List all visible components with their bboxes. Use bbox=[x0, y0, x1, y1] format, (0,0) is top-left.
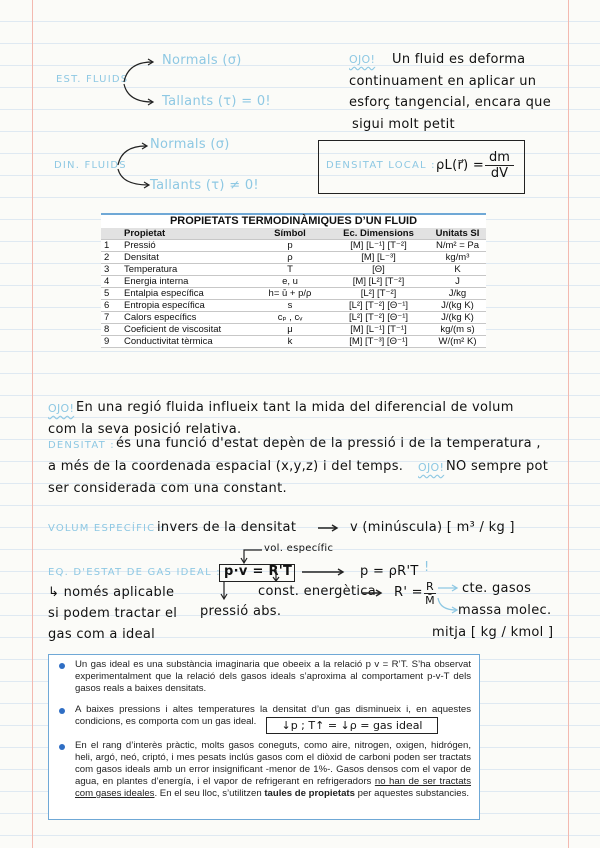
bullet-2 bbox=[59, 708, 65, 714]
din-tallants: Tallants (τ) ≠ 0! bbox=[150, 178, 259, 193]
gas-formula-arrow bbox=[302, 568, 346, 576]
col-header-simbol: Símbol bbox=[252, 228, 328, 240]
table-row bbox=[101, 240, 486, 252]
col-header-index bbox=[101, 228, 121, 240]
densitat-line-3: ser considerada com una constant. bbox=[48, 481, 287, 496]
table-title: PROPIETATS TERMODINÀMIQUES D’UN FLUID bbox=[101, 213, 486, 228]
volum-result: v (minúscula) [ m³ / kg ] bbox=[350, 520, 515, 535]
cell-dimensions: [M] [T⁻³] [Θ⁻¹] bbox=[328, 336, 429, 348]
table-row bbox=[101, 312, 486, 324]
gas-ideal-info-box bbox=[48, 654, 480, 820]
col-header-dimensions: Ec. Dimensions bbox=[328, 228, 429, 240]
cell-propietat: Densitat bbox=[121, 252, 252, 264]
cell-unitats: J/(kg K) bbox=[429, 312, 486, 324]
cell-simbol: e, u bbox=[252, 276, 328, 288]
table-row bbox=[101, 276, 486, 288]
gas-label: EQ. D'ESTAT DE GAS IDEAL : bbox=[48, 567, 221, 578]
table-row bbox=[101, 324, 486, 336]
ojo-line-2: continuament en aplicar un bbox=[349, 74, 537, 89]
table-row bbox=[101, 300, 486, 312]
cell-unitats: J/kg bbox=[429, 288, 486, 300]
cell-simbol: cₚ , cᵥ bbox=[252, 312, 328, 324]
cell-index: 5 bbox=[101, 288, 121, 300]
gas-as: gas com a ideal bbox=[48, 627, 156, 642]
table-row bbox=[101, 264, 486, 276]
frac-numerator: dm bbox=[485, 150, 514, 166]
p3-part-a: En el rang d’interès pràctic, molts gasos coneguts, como aire, nitrogen, oxigen, hidrógen, heli, argó, neó, criptó, i mes pesats inclús gasos com el diòxid de carboni poden ser tractats com gasos ideals amb un error insignificant -menor de 1%-. Gasos densos com el vapor de agua, en plantes d’energía, i el vapor de refrigerant en refrigeradors bbox=[75, 740, 471, 787]
densitat-label: DENSITAT : bbox=[48, 440, 115, 451]
est-branch-arrows bbox=[122, 58, 162, 108]
est-fluids-label: EST. FLUIDS bbox=[56, 74, 129, 85]
ojo-line-1: Un fluid es deforma bbox=[392, 52, 526, 67]
cell-unitats: kg/(m s) bbox=[429, 324, 486, 336]
cell-index: 6 bbox=[101, 300, 121, 312]
gas-rho-formula: p = ρR'T bbox=[360, 564, 419, 579]
table-row bbox=[101, 252, 486, 264]
bullet-1 bbox=[59, 663, 65, 669]
gas-pabs-arrow bbox=[220, 582, 230, 604]
cell-unitats: N/m² = Pa bbox=[429, 240, 486, 252]
col-header-unitats: Unitats SI bbox=[429, 228, 486, 240]
gas-R-lhs: R' = bbox=[394, 585, 423, 600]
gas-cte: cte. gasos bbox=[462, 581, 532, 596]
est-normals: Normals (σ) bbox=[162, 53, 242, 68]
p3-part-c: per aquestes substancies. bbox=[357, 788, 470, 799]
densitat-local-lhs: ρL(r⃗) = bbox=[436, 158, 485, 173]
gasbox-handwritten-box: ↓p ; T↑ = ↓ρ = gas ideal bbox=[266, 717, 438, 734]
p3-bold: taules de propietats bbox=[264, 788, 355, 799]
cell-propietat: Conductivitat tèrmica bbox=[121, 336, 252, 348]
gas-excl: ! bbox=[424, 560, 430, 575]
ojo2-line-2: com la seva posició relativa. bbox=[48, 422, 242, 437]
bullet-3 bbox=[59, 744, 65, 750]
cell-index: 1 bbox=[101, 240, 121, 252]
cell-unitats: K bbox=[429, 264, 486, 276]
gas-mitja: mitja [ kg / kmol ] bbox=[432, 625, 554, 640]
densitat-local-label: DENSITAT LOCAL : bbox=[326, 160, 436, 171]
cell-propietat: Temperatura bbox=[121, 264, 252, 276]
gas-formula: p·v = R'T bbox=[224, 564, 293, 579]
properties-table bbox=[101, 213, 486, 348]
cell-simbol: p bbox=[252, 240, 328, 252]
cell-propietat: Coeficient de viscositat bbox=[121, 324, 252, 336]
cell-dimensions: [L²] [T⁻²] bbox=[328, 288, 429, 300]
cell-simbol: μ bbox=[252, 324, 328, 336]
ojo-line-4: sigui molt petit bbox=[352, 117, 455, 132]
cell-dimensions: [M] [L²] [T⁻²] bbox=[328, 276, 429, 288]
gas-R-num: R bbox=[424, 580, 436, 594]
cell-index: 2 bbox=[101, 252, 121, 264]
cell-dimensions: [M] [L⁻¹] [T⁻²] bbox=[328, 240, 429, 252]
cell-propietat: Calors específics bbox=[121, 312, 252, 324]
din-normals: Normals (σ) bbox=[150, 137, 230, 152]
cell-simbol: s bbox=[252, 300, 328, 312]
volum-text: invers de la densitat bbox=[157, 520, 297, 535]
gasbox-paragraph-2: A baixes pressions i altes temperatures la densitat d’un gas disminueix i, en aquestes condicions, es comporta com un gas ideal. bbox=[75, 704, 471, 727]
gas-const-arrow-right bbox=[362, 589, 384, 597]
cell-simbol: T bbox=[252, 264, 328, 276]
table-row bbox=[101, 336, 486, 348]
frac-denominator: dV bbox=[490, 166, 509, 181]
p3-underlined: no han de ser tractats com gases ideales bbox=[75, 776, 472, 799]
cell-index: 3 bbox=[101, 264, 121, 276]
gas-massa: massa molec. bbox=[458, 603, 552, 618]
ojo-label: OJO! bbox=[349, 53, 376, 66]
din-fluids-label: DIN. FLUIDS bbox=[54, 160, 127, 171]
gasbox-paragraph-3 bbox=[75, 740, 471, 800]
volum-label: VOLUM ESPECÍFIC : bbox=[48, 523, 165, 534]
gas-vol-note: vol. específic bbox=[264, 543, 334, 554]
cell-propietat: Pressió bbox=[121, 240, 252, 252]
gas-const: const. energètica bbox=[258, 584, 376, 599]
gas-R-arrows bbox=[436, 584, 460, 614]
cell-dimensions: [M] [L⁻¹] [T⁻¹] bbox=[328, 324, 429, 336]
cell-simbol: ρ bbox=[252, 252, 328, 264]
volum-arrow bbox=[318, 524, 340, 532]
densitat-line-2: a més de la coordenada espacial (x,y,z) i del temps. bbox=[48, 459, 404, 474]
gas-R-den: M̄ bbox=[425, 594, 435, 607]
cell-simbol: k bbox=[252, 336, 328, 348]
densitat-local-fraction bbox=[485, 150, 514, 181]
cell-dimensions: [Θ] bbox=[328, 264, 429, 276]
table-header-row bbox=[101, 228, 486, 240]
gas-only: ↳ només aplicable bbox=[48, 585, 175, 600]
cell-index: 9 bbox=[101, 336, 121, 348]
table-row bbox=[101, 288, 486, 300]
cell-propietat: Entalpia específica bbox=[121, 288, 252, 300]
gasbox-paragraph-1: Un gas ideal es una substància imaginaria que obeeix a la relació p v = R’T. S’ha observat experimentalment que la relació dels gasos ideals s’aproxima al comportament p-v-T dels gasos reals a baixes densitats. bbox=[75, 659, 471, 694]
est-tallants: Tallants (τ) = 0! bbox=[162, 94, 271, 109]
cell-index: 4 bbox=[101, 276, 121, 288]
cell-propietat: Energia interna bbox=[121, 276, 252, 288]
cell-index: 7 bbox=[101, 312, 121, 324]
cell-simbol: h= ū + p/ρ bbox=[252, 288, 328, 300]
p3-part-b: . En el seu lloc, s’utilitzen bbox=[154, 788, 262, 799]
gas-if: si podem tractar el bbox=[48, 606, 178, 621]
margin-line-left bbox=[32, 0, 33, 848]
cell-index: 8 bbox=[101, 324, 121, 336]
densitat-line-2b: NO sempre pot bbox=[446, 459, 549, 474]
cell-propietat: Entropia específica bbox=[121, 300, 252, 312]
col-header-propietat: Propietat bbox=[121, 228, 252, 240]
gas-only-text: només aplicable bbox=[63, 585, 175, 600]
densitat-ojo: OJO! bbox=[418, 461, 445, 474]
cell-unitats: W/(m² K) bbox=[429, 336, 486, 348]
ojo2-line-1: En una regió fluida influeix tant la mida del diferencial de volum bbox=[76, 400, 514, 415]
gas-pabs: pressió abs. bbox=[200, 604, 282, 619]
cell-unitats: kg/m³ bbox=[429, 252, 486, 264]
ojo2-label: OJO! bbox=[48, 402, 75, 415]
cell-unitats: J bbox=[429, 276, 486, 288]
densitat-line-1: és una funció d'estat depèn de la pressió i de la temperatura , bbox=[116, 436, 541, 451]
gas-const-arrow bbox=[272, 570, 282, 584]
cell-dimensions: [M] [L⁻³] bbox=[328, 252, 429, 264]
margin-line-right bbox=[568, 0, 569, 848]
ojo-line-3: esforç tangencial, encara que bbox=[349, 95, 552, 110]
cell-dimensions: [L²] [T⁻²] [Θ⁻¹] bbox=[328, 300, 429, 312]
cell-unitats: J/(kg K) bbox=[429, 300, 486, 312]
cell-dimensions: [L²] [T⁻²] [Θ⁻¹] bbox=[328, 312, 429, 324]
